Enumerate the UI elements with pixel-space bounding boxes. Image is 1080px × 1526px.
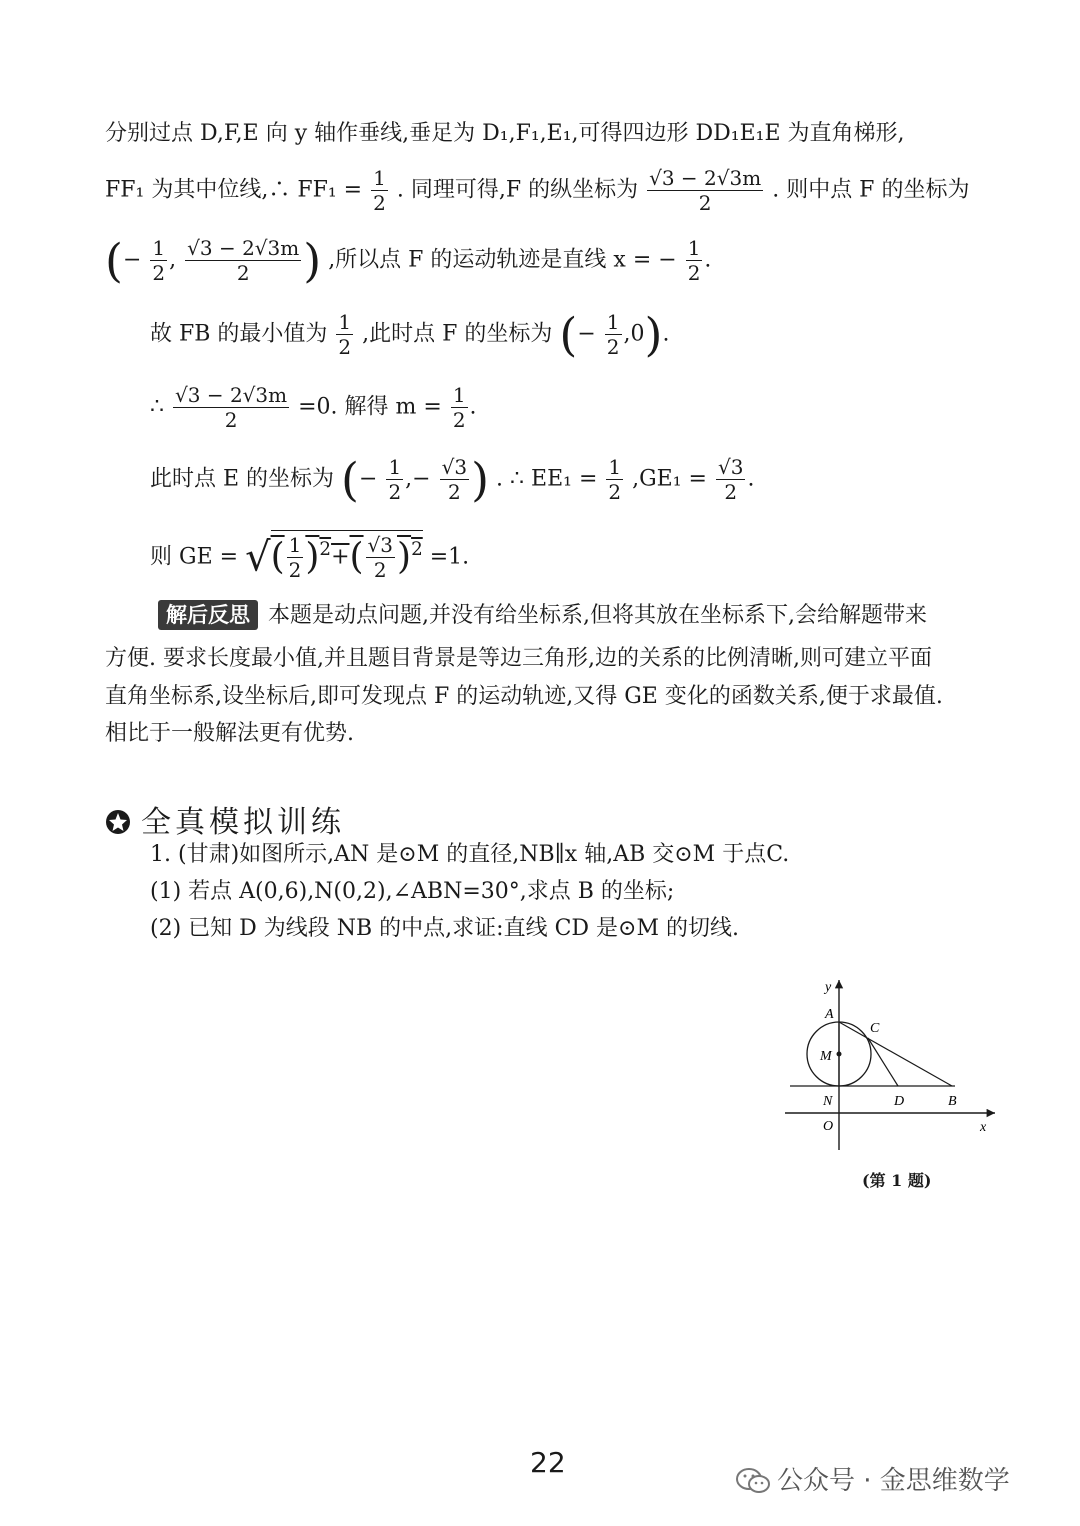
geometry-figure bbox=[780, 975, 1000, 1155]
label-d: D bbox=[894, 1094, 905, 1109]
reflection-tag: 解后反思 bbox=[158, 600, 258, 630]
text: . ∴ EE₁ = bbox=[496, 466, 598, 492]
text: FF₁ 为其中位线,∴ FF₁ = bbox=[105, 177, 363, 203]
text: 则 GE = bbox=[150, 544, 239, 570]
fraction-expr: $\frac{√3 - 2√3m}{2}$ bbox=[187, 236, 300, 285]
fraction-half: $\frac{1}{2}$ bbox=[452, 383, 466, 432]
figure-caption: (第 1 题) bbox=[862, 1171, 932, 1190]
star-circle-icon bbox=[105, 809, 131, 835]
solution-line-1 bbox=[105, 120, 905, 148]
cd-line bbox=[868, 1038, 898, 1086]
point-m bbox=[837, 1052, 842, 1057]
fraction-expr: $\frac{√3 - 2√3m}{2}$ bbox=[649, 166, 762, 215]
text: =1. bbox=[429, 544, 470, 570]
fraction-half: $\frac{1}{2}$ bbox=[388, 455, 402, 504]
section-heading bbox=[105, 797, 345, 841]
solution-line-5: ∴ $\frac{√3 - 2√3m}{2}$ =0. 解得 m = $\frac{1}{2}$ . bbox=[150, 383, 477, 432]
fraction-half: $\frac{1}{2}$ bbox=[606, 310, 620, 359]
fraction-half: $\frac{1}{2}$ bbox=[608, 455, 622, 504]
sqrt-body: ( $\frac{1}{2}$ )$^2$+( $\frac{√3}{2}$ )$^2$ bbox=[271, 530, 423, 582]
fraction-sqrt3-half: $\frac{√3}{2}$ bbox=[717, 455, 744, 504]
wechat-icon bbox=[735, 1467, 771, 1495]
watermark bbox=[735, 1460, 1010, 1497]
text: ,所以点 F 的运动轨迹是直线 x = − bbox=[328, 247, 677, 273]
label-a: A bbox=[825, 1007, 834, 1022]
text: ∴ bbox=[150, 394, 164, 420]
label-o: O bbox=[823, 1119, 834, 1134]
label-y: y bbox=[825, 980, 832, 995]
label-b: B bbox=[948, 1094, 957, 1109]
reflection-line-1: 解后反思 本题是动点问题,并没有给坐标系,但将其放在坐标系下,会给解题带来 bbox=[158, 600, 927, 630]
fraction-half: $\frac{1}{2}$ bbox=[338, 310, 352, 359]
problem-part-2: (2) 已知 D 为线段 NB 的中点,求证:直线 CD 是⊙M 的切线. bbox=[150, 916, 739, 941]
fraction-half: $\frac{1}{2}$ bbox=[373, 166, 386, 215]
reflection-line-4: 相比于一般解法更有优势. bbox=[105, 721, 354, 746]
label-c: C bbox=[870, 1021, 880, 1036]
section-title: 全真模拟训练 bbox=[141, 805, 345, 840]
solution-line-3: (− $\frac{1}{2}$ , $\frac{√3 - 2√3m}{2}$ ) ,所以点 F 的运动轨迹是直线 x = − $\frac{1}{2}$ . bbox=[105, 233, 712, 288]
text: ,GE₁ = bbox=[632, 466, 707, 492]
text: . 则中点 F 的坐标为 bbox=[772, 177, 970, 203]
label-x: x bbox=[980, 1120, 987, 1135]
fraction-sqrt3-half: $\frac{√3}{2}$ bbox=[441, 455, 468, 504]
label-m: M bbox=[820, 1049, 832, 1064]
text: 分别过点 D,F,E 向 y 轴作垂线,垂足为 D₁,F₁,E₁,可得四边形 DD₁E₁E 为直角梯形, bbox=[105, 121, 905, 146]
reflection-line-2: 方便. 要求长度最小值,并且题目背景是等边三角形,边的关系的比例清晰,则可建立平面 bbox=[105, 646, 932, 671]
fraction-expr: $\frac{√3 - 2√3m}{2}$ bbox=[175, 383, 288, 432]
ab-line bbox=[839, 1022, 952, 1086]
fraction-half: $\frac{1}{2}$ bbox=[687, 236, 701, 285]
text: 此时点 E 的坐标为 bbox=[150, 466, 335, 492]
solution-line-6: 此时点 E 的坐标为 (− $\frac{1}{2}$ ,− $\frac{√3}{2}$ ) . ∴ EE₁ = $\frac{1}{2}$ ,GE₁ = $\frac{√3}{2}$ . bbox=[150, 452, 755, 507]
solution-line-2 bbox=[105, 166, 969, 215]
label-n: N bbox=[823, 1094, 833, 1109]
reflection-line-3: 直角坐标系,设坐标后,即可发现点 F 的运动轨迹,又得 GE 变化的函数关系,便于求最值. bbox=[105, 684, 943, 709]
solution-line-4: 故 FB 的最小值为 $\frac{1}{2}$ ,此时点 F 的坐标为 (− $\frac{1}{2}$ ,0). bbox=[150, 307, 670, 362]
page-number: 22 bbox=[530, 1446, 566, 1479]
problem-stem: 1. (甘肃)如图所示,AN 是⊙M 的直径,NB∥x 轴,AB 交⊙M 于点C. bbox=[150, 842, 790, 867]
watermark-text: 公众号 · 金思维数学 bbox=[777, 1466, 1010, 1496]
fraction-half: $\frac{1}{2}$ bbox=[152, 236, 166, 285]
text: =0. 解得 m = bbox=[298, 394, 442, 420]
text: . 同理可得,F 的纵坐标为 bbox=[396, 177, 639, 203]
problem-part-1: (1) 若点 A(0,6),N(0,2),∠ABN=30°,求点 B 的坐标; bbox=[150, 879, 675, 904]
text: ,此时点 F 的坐标为 bbox=[362, 321, 553, 347]
sqrt-symbol: √ bbox=[245, 534, 271, 581]
text: 故 FB 的最小值为 bbox=[150, 321, 328, 347]
solution-line-7 bbox=[150, 530, 469, 582]
